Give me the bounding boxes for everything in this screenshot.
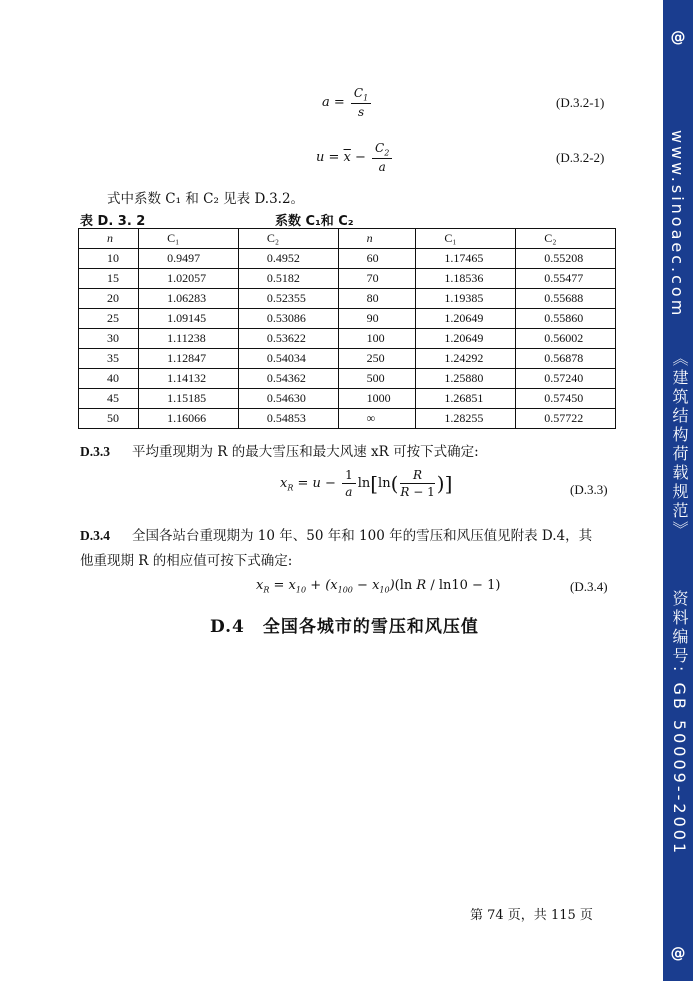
- table-cell: 10: [79, 249, 139, 269]
- table-cell: 1.11238: [139, 329, 239, 349]
- table-caption-title: 系数 C₁和 C₂: [275, 214, 354, 229]
- table-cell: 1.17465: [416, 249, 516, 269]
- table-cell: 1.18536: [416, 269, 516, 289]
- section-text-d34-line1: 全国各站台重现期为 10 年、50 年和 100 年的雪压和风压值见附表 D.4，其: [132, 528, 593, 544]
- table-cell: 1.12847: [139, 349, 239, 369]
- table-cell: 0.9497: [139, 249, 239, 269]
- at-symbol-bottom: @: [670, 944, 686, 962]
- table-cell: 0.52355: [238, 289, 338, 309]
- table-cell: 0.53622: [238, 329, 338, 349]
- table-row: [79, 349, 616, 369]
- intro-text: 式中系数 C₁ 和 C₂ 见表 D.3.2。: [107, 191, 305, 207]
- table-cell: 1.19385: [416, 289, 516, 309]
- equation-d34: $x_R = x_{10} + (x_{100} - x_{10})(\ln$ R / ln10 − 1): [256, 578, 501, 595]
- table-caption-number: 表 D. 3. 2: [80, 214, 146, 229]
- table-cell: 1.20649: [416, 309, 516, 329]
- sidebar-banner: [663, 0, 693, 981]
- table-cell: 40: [79, 369, 139, 389]
- equation-number-d321: (D.3.2-1): [556, 95, 605, 110]
- table-cell: 1000: [338, 389, 416, 409]
- table-cell: 1.24292: [416, 349, 516, 369]
- table-cell: 1.16066: [139, 409, 239, 429]
- table-row: [79, 369, 616, 389]
- equation-d33: $x_R = u$ − $\frac{1}{a}$ ln[ln( $\frac{R}{R - 1}$ )]: [280, 468, 453, 499]
- table-cell: 0.54362: [238, 369, 338, 389]
- table-cell: 1.15185: [139, 389, 239, 409]
- table-cell: ∞: [338, 409, 416, 429]
- section-number-d34: D.3.4: [80, 528, 110, 543]
- table-row: [79, 269, 616, 289]
- at-symbol-top: @: [670, 28, 686, 46]
- table-cell: 1.14132: [139, 369, 239, 389]
- table-cell: 0.4952: [238, 249, 338, 269]
- section-number-d33: D.3.3: [80, 444, 110, 459]
- table-cell: 45: [79, 389, 139, 409]
- table-cell: 30: [79, 329, 139, 349]
- table-cell: 60: [338, 249, 416, 269]
- table-cell: 1.06283: [139, 289, 239, 309]
- table-cell: 15: [79, 269, 139, 289]
- equation-number-d33: (D.3.3): [570, 482, 608, 497]
- section-text-d33: 平均重现期为 R 的最大雪压和最大风速 xR 可按下式确定:: [132, 444, 479, 460]
- sidebar-book-title: 《建筑结构荷载规范》: [670, 350, 689, 540]
- table-cell: 35: [79, 349, 139, 369]
- section-text-d34-line2: 他重现期 R 的相应值可按下式确定:: [80, 553, 293, 569]
- table-cell: 1.02057: [139, 269, 239, 289]
- table-cell: 25: [79, 309, 139, 329]
- table-cell: 0.55688: [516, 289, 616, 309]
- table-cell: 0.56878: [516, 349, 616, 369]
- table-cell: 250: [338, 349, 416, 369]
- table-cell: 0.53086: [238, 309, 338, 329]
- table-cell: 1.25880: [416, 369, 516, 389]
- table-cell: 1.20649: [416, 329, 516, 349]
- table-cell: 0.57722: [516, 409, 616, 429]
- page-footer: 第 74 页，共 115 页: [470, 908, 593, 923]
- sidebar-code: 资料编号: GB 50009--2001: [670, 590, 689, 857]
- table-cell: 0.55208: [516, 249, 616, 269]
- col-header: n: [79, 229, 139, 249]
- table-cell: 500: [338, 369, 416, 389]
- table-row: [79, 309, 616, 329]
- col-header: C₁: [139, 229, 239, 249]
- table-cell: 90: [338, 309, 416, 329]
- table-row: [79, 329, 616, 349]
- table-row: [79, 289, 616, 309]
- equation-number-d322: (D.3.2-2): [556, 150, 605, 165]
- equation-d321: a = $\frac{C_1}{s}$: [322, 86, 373, 119]
- table-cell: 0.56002: [516, 329, 616, 349]
- table-header-row: [79, 229, 616, 249]
- table-cell: 0.54630: [238, 389, 338, 409]
- table-cell: 1.28255: [416, 409, 516, 429]
- table-cell: 70: [338, 269, 416, 289]
- col-header: C₂: [238, 229, 338, 249]
- table-row: [79, 409, 616, 429]
- col-header: C₂: [516, 229, 616, 249]
- table-cell: 1.09145: [139, 309, 239, 329]
- table-cell: 0.57450: [516, 389, 616, 409]
- section-heading-d4: D.4 全国各城市的雪压和风压值: [210, 617, 479, 637]
- table-cell: 0.54853: [238, 409, 338, 429]
- table-cell: 0.55477: [516, 269, 616, 289]
- table-cell: 0.54034: [238, 349, 338, 369]
- table-cell: 0.57240: [516, 369, 616, 389]
- col-header: C₁: [416, 229, 516, 249]
- col-header: n: [338, 229, 416, 249]
- table-cell: 80: [338, 289, 416, 309]
- equation-number-d34: (D.3.4): [570, 579, 608, 594]
- table-cell: 0.55860: [516, 309, 616, 329]
- table-cell: 20: [79, 289, 139, 309]
- table-cell: 50: [79, 409, 139, 429]
- table-row: [79, 389, 616, 409]
- equation-d322: $u = \overline{x}$ − $\frac{C_2}{a}$: [316, 141, 394, 174]
- table-cell: 100: [338, 329, 416, 349]
- table-cell: 1.26851: [416, 389, 516, 409]
- sidebar-url[interactable]: www.sinoaec.com: [668, 130, 687, 319]
- coefficient-table: [78, 228, 616, 429]
- table-row: [79, 249, 616, 269]
- table-cell: 0.5182: [238, 269, 338, 289]
